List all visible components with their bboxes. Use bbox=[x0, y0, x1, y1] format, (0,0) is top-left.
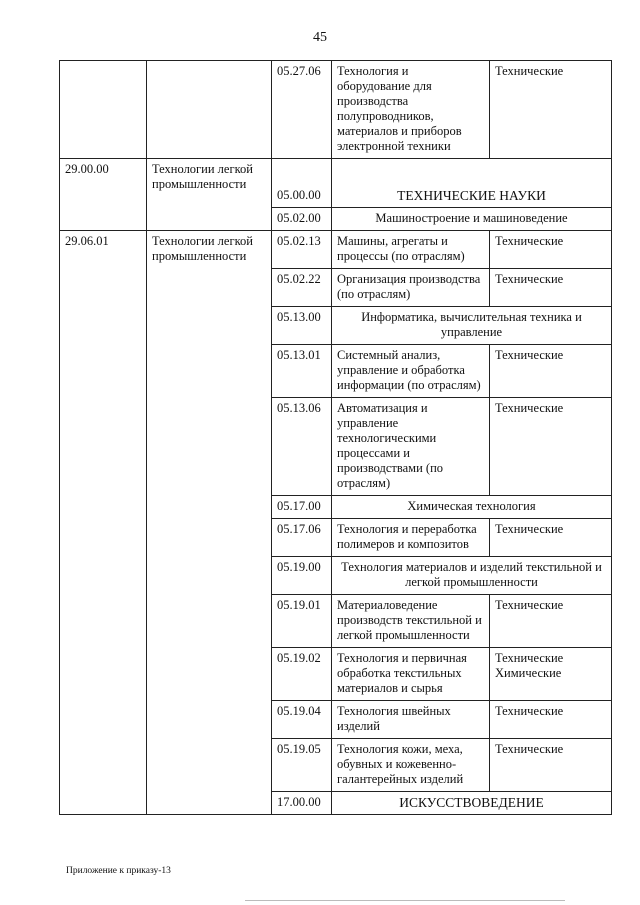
science-field: Технические bbox=[490, 61, 612, 159]
science-field bbox=[490, 648, 612, 701]
spacer bbox=[277, 162, 326, 188]
science-field: Технические bbox=[490, 701, 612, 739]
direction-code-cell: 29.00.00 bbox=[60, 159, 147, 231]
science-field: Технические bbox=[490, 595, 612, 648]
specialty-code: 05.13.00 bbox=[272, 307, 332, 345]
footer-scan-line bbox=[245, 900, 565, 901]
specialty-code bbox=[272, 159, 332, 208]
direction-name-cell: Технологии легкой промышленности bbox=[147, 159, 272, 231]
science-field: Технические bbox=[490, 269, 612, 307]
section-heading: Машиностроение и машиноведение bbox=[332, 208, 612, 231]
specialty-name: Технология и переработка полимеров и композитов bbox=[332, 519, 490, 557]
specialty-name: Технология швейных изделий bbox=[332, 701, 490, 739]
section-heading: Химическая технология bbox=[332, 496, 612, 519]
specialty-code: 05.19.05 bbox=[272, 739, 332, 792]
specialty-name: Системный анализ, управление и обработка информации (по отраслям) bbox=[332, 345, 490, 398]
section-heading-text: ТЕХНИЧЕСКИЕ НАУКИ bbox=[397, 188, 546, 203]
specialty-code: 05.17.06 bbox=[272, 519, 332, 557]
science-field: Технические bbox=[490, 345, 612, 398]
footer-label: Приложение к приказу-13 bbox=[66, 866, 171, 876]
science-field-primary: Технические bbox=[495, 651, 564, 665]
specialty-name: Технология и оборудование для производства полупроводников, материалов и приборов электронной техники bbox=[332, 61, 490, 159]
specialty-code: 05.19.00 bbox=[272, 557, 332, 595]
table-row bbox=[60, 231, 612, 269]
specialty-name: Материаловедение производств текстильной и легкой промышленности bbox=[332, 595, 490, 648]
specialty-code: 05.13.01 bbox=[272, 345, 332, 398]
page-number: 45 bbox=[313, 30, 327, 45]
specialty-name: Автоматизация и управление технологическими процессами и производствами (по отраслям) bbox=[332, 398, 490, 496]
section-heading: ИСКУССТВОВЕДЕНИЕ bbox=[332, 792, 612, 815]
table-row bbox=[60, 61, 612, 159]
section-heading: Информатика, вычислительная техника и управление bbox=[332, 307, 612, 345]
specialty-code: 05.13.06 bbox=[272, 398, 332, 496]
specialty-code: 05.02.00 bbox=[272, 208, 332, 231]
science-field: Технические bbox=[490, 519, 612, 557]
direction-name-cell bbox=[147, 61, 272, 159]
specialty-code: 05.02.22 bbox=[272, 269, 332, 307]
direction-code-cell bbox=[60, 61, 147, 159]
specialty-code-text: 05.00.00 bbox=[277, 188, 321, 202]
specialty-name: Технология и первичная обработка текстильных материалов и сырья bbox=[332, 648, 490, 701]
table-row bbox=[60, 159, 612, 208]
science-field-secondary: Химические bbox=[495, 666, 562, 680]
spacer bbox=[337, 162, 606, 188]
specialty-code: 05.19.02 bbox=[272, 648, 332, 701]
direction-code-cell: 29.06.01 bbox=[60, 231, 147, 815]
science-field: Технические bbox=[490, 739, 612, 792]
science-field: Технические bbox=[490, 398, 612, 496]
specialty-code: 05.19.01 bbox=[272, 595, 332, 648]
specialty-code: 05.02.13 bbox=[272, 231, 332, 269]
section-heading bbox=[332, 159, 612, 208]
section-heading: Технология материалов и изделий текстильной и легкой промышленности bbox=[332, 557, 612, 595]
direction-name-cell: Технологии легкой промышленности bbox=[147, 231, 272, 815]
specialty-code: 05.17.00 bbox=[272, 496, 332, 519]
specialty-code: 05.19.04 bbox=[272, 701, 332, 739]
specialty-name: Машины, агрегаты и процессы (по отраслям) bbox=[332, 231, 490, 269]
specialty-name: Организация производства (по отраслям) bbox=[332, 269, 490, 307]
specialty-code: 17.00.00 bbox=[272, 792, 332, 815]
specialties-table bbox=[59, 60, 612, 815]
specialty-name: Технология кожи, меха, обувных и кожевенно-галантерейных изделий bbox=[332, 739, 490, 792]
science-field: Технические bbox=[490, 231, 612, 269]
specialty-code: 05.27.06 bbox=[272, 61, 332, 159]
